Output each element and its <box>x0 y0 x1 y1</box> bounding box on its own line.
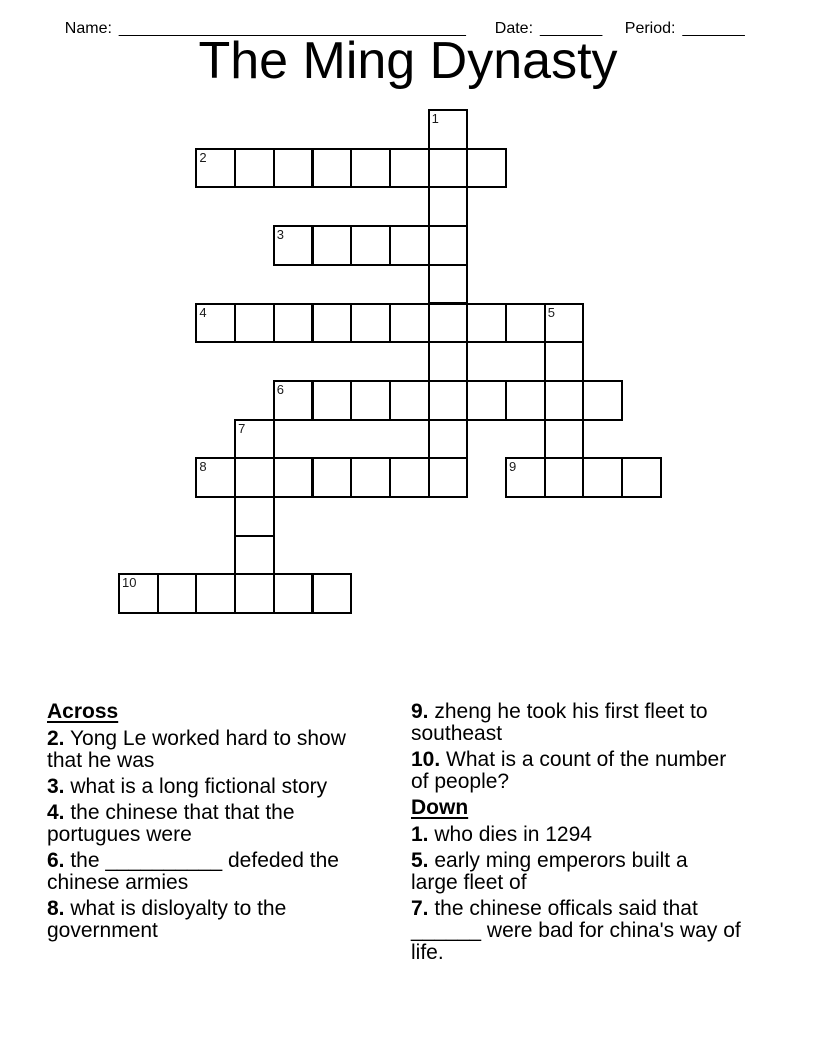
grid-cell[interactable] <box>350 380 391 421</box>
clue-number: 2. <box>47 727 65 750</box>
grid-cell[interactable] <box>505 380 546 421</box>
grid-cell[interactable] <box>234 573 275 614</box>
grid-cell-3[interactable] <box>273 225 314 266</box>
grid-cell[interactable] <box>428 148 469 189</box>
page-title: The Ming Dynasty <box>198 32 618 90</box>
grid-cell[interactable] <box>428 341 469 382</box>
clue-number: 4. <box>47 801 65 824</box>
grid-cell[interactable] <box>428 419 469 460</box>
period-label: Period: <box>624 20 676 37</box>
cell-number: 7 <box>238 420 246 436</box>
clue-number: 3. <box>47 775 65 798</box>
grid-cell[interactable] <box>466 148 507 189</box>
clue-number: 9. <box>411 700 429 723</box>
clue-down-5: 5. early ming emperors built a large fleet of <box>411 849 688 894</box>
across-header: Across <box>47 700 119 723</box>
date-blank-line: _______ <box>540 20 603 37</box>
grid-cell[interactable] <box>350 457 391 498</box>
grid-cell[interactable] <box>466 380 507 421</box>
grid-cell-1[interactable] <box>428 109 469 150</box>
grid-cell[interactable] <box>312 225 353 266</box>
grid-cell[interactable] <box>544 380 585 421</box>
grid-cell[interactable] <box>273 148 314 189</box>
grid-cell[interactable] <box>428 264 469 305</box>
grid-cell[interactable] <box>312 573 353 614</box>
grid-cell[interactable] <box>350 148 391 189</box>
grid-cell[interactable] <box>428 186 469 227</box>
grid-cell-9[interactable] <box>505 457 546 498</box>
grid-cell[interactable] <box>428 225 469 266</box>
grid-cell[interactable] <box>389 303 430 344</box>
grid-cell[interactable] <box>505 303 546 344</box>
clue-across-4: 4. the chinese that that the portugues were <box>47 801 295 846</box>
name-label: Name: <box>64 20 112 37</box>
down-header: Down <box>411 796 469 819</box>
grid-cell[interactable] <box>582 380 623 421</box>
grid-cell[interactable] <box>350 225 391 266</box>
grid-cell[interactable] <box>234 303 275 344</box>
cell-number: 2 <box>199 149 207 165</box>
grid-cell[interactable] <box>195 573 236 614</box>
grid-cell[interactable] <box>428 303 469 344</box>
clue-across-3: 3. what is a long fictional story <box>47 775 328 798</box>
grid-cell-2[interactable] <box>195 148 236 189</box>
cell-number: 4 <box>199 304 207 320</box>
grid-cell[interactable] <box>544 457 585 498</box>
clue-number: 7. <box>411 897 429 920</box>
grid-cell[interactable] <box>273 457 314 498</box>
clue-number: 10. <box>411 748 441 771</box>
grid-cell[interactable] <box>273 303 314 344</box>
grid-cell[interactable] <box>234 148 275 189</box>
clue-across-8: 8. what is disloyalty to the government <box>47 897 287 942</box>
grid-cell-4[interactable] <box>195 303 236 344</box>
clue-number: 1. <box>411 823 429 846</box>
grid-cell[interactable] <box>389 148 430 189</box>
cell-number: 9 <box>509 459 517 475</box>
grid-cell-10[interactable] <box>118 573 159 614</box>
crossword-grid <box>118 109 662 615</box>
cell-number: 1 <box>431 111 439 126</box>
clues-left-column <box>47 701 407 942</box>
grid-cell[interactable] <box>234 535 275 576</box>
grid-cell-6[interactable] <box>273 380 314 421</box>
grid-cell[interactable] <box>582 457 623 498</box>
grid-cell[interactable] <box>544 341 585 382</box>
clues-right-column <box>411 701 783 964</box>
grid-cell[interactable] <box>544 419 585 460</box>
grid-cell[interactable] <box>466 303 507 344</box>
grid-cell[interactable] <box>621 457 662 498</box>
grid-cell-5[interactable] <box>544 303 585 344</box>
clue-number: 8. <box>47 897 65 920</box>
clue-across-6: 6. the __________ defeded the chinese armies <box>47 849 339 894</box>
cell-number: 10 <box>122 575 137 591</box>
cell-number: 3 <box>276 227 285 243</box>
grid-cell[interactable] <box>234 496 275 537</box>
clue-number: 5. <box>411 849 429 872</box>
name-blank-line: _______________________________________ <box>118 20 466 37</box>
cell-number: 6 <box>276 381 285 397</box>
clue-down-7: 7. the chinese officals said that ______ were bad for china's way of life. <box>411 897 741 964</box>
grid-cell[interactable] <box>389 457 430 498</box>
clue-across-10: 10. What is a count of the number of people? <box>411 748 727 793</box>
grid-cell[interactable] <box>312 457 353 498</box>
clue-across-2: 2. Yong Le worked hard to show that he was <box>47 727 346 772</box>
grid-cell[interactable] <box>350 303 391 344</box>
clue-number: 6. <box>47 849 65 872</box>
grid-cell[interactable] <box>157 573 198 614</box>
grid-cell[interactable] <box>428 457 469 498</box>
clue-across-9: 9. zheng he took his first fleet to southeast <box>411 700 708 745</box>
grid-cell[interactable] <box>312 380 353 421</box>
date-label: Date: <box>494 20 534 37</box>
grid-cell-8[interactable] <box>195 457 236 498</box>
grid-cell[interactable] <box>389 380 430 421</box>
cell-number: 5 <box>547 304 555 320</box>
grid-cell[interactable] <box>234 457 275 498</box>
grid-cell[interactable] <box>273 573 314 614</box>
period-blank-line: _______ <box>682 20 745 37</box>
grid-cell-7[interactable] <box>234 419 275 460</box>
grid-cell[interactable] <box>389 225 430 266</box>
cell-number: 8 <box>199 459 207 475</box>
clue-down-1: 1. who dies in 1294 <box>411 823 592 846</box>
grid-cell[interactable] <box>312 303 353 344</box>
grid-cell[interactable] <box>312 148 353 189</box>
grid-cell[interactable] <box>428 380 469 421</box>
